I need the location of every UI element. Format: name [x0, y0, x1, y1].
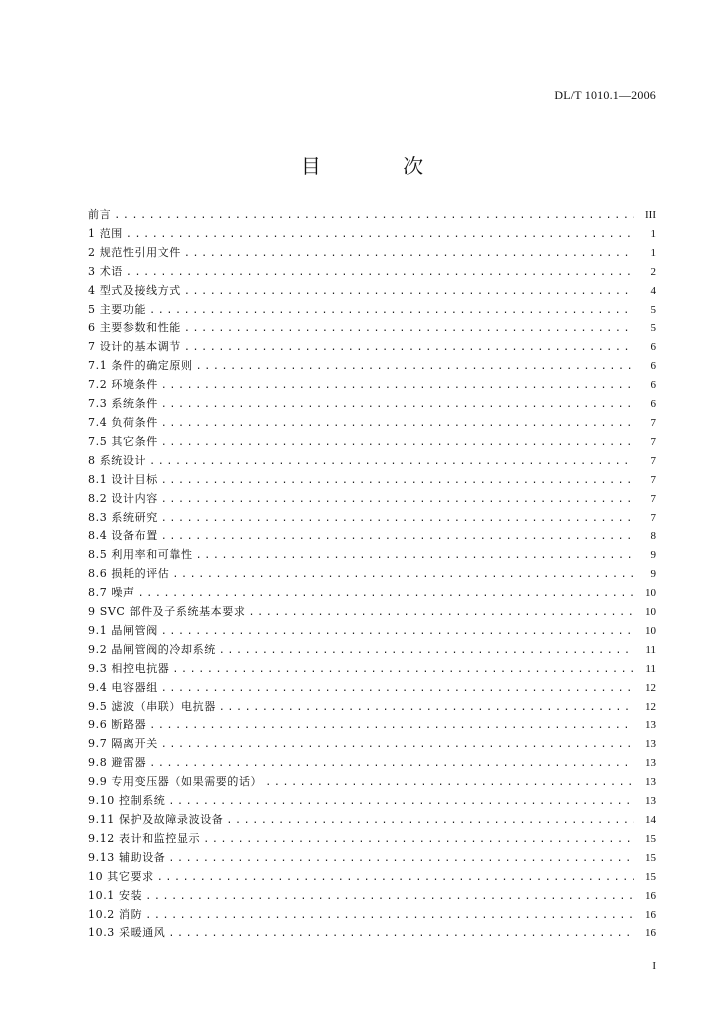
toc-entry-label: 9.6 断路器 [88, 718, 147, 732]
toc-entry-label: 9.1 晶闸管阀 [88, 623, 158, 637]
toc-title: 目 次 [300, 154, 462, 178]
toc-entry-page: 6 [650, 398, 656, 411]
toc-entry[interactable] [88, 773, 656, 792]
toc-entry-page: 13 [645, 776, 656, 789]
toc-entry-page: 12 [645, 681, 656, 694]
toc-entry-label: 9.3 相控电抗器 [88, 661, 170, 675]
toc-entry[interactable] [88, 546, 656, 565]
toc-entry-page: 7 [650, 454, 656, 467]
dot-leader [184, 320, 634, 339]
dot-leader [265, 774, 634, 793]
toc-entry-page: 12 [645, 700, 656, 713]
toc-entry[interactable] [88, 225, 656, 244]
toc-entry[interactable] [88, 301, 656, 320]
toc-entry-page: 6 [650, 360, 656, 373]
toc-entry[interactable] [88, 660, 656, 679]
toc-entry[interactable] [88, 641, 656, 660]
toc-entry-page: 8 [650, 530, 656, 543]
toc-entry-page: 6 [650, 379, 656, 392]
dot-leader [149, 302, 634, 321]
dot-leader [184, 283, 634, 302]
toc-entry-page: 6 [650, 341, 656, 354]
dot-leader [161, 623, 634, 642]
toc-entry-page: 7 [650, 416, 656, 429]
toc-entry-label: 9.2 晶闸管阀的冷却系统 [88, 642, 216, 656]
toc-entry-page: 1 [650, 227, 656, 240]
dot-leader [138, 585, 634, 604]
dot-leader [196, 547, 634, 566]
dot-leader [184, 339, 634, 358]
dot-leader [203, 831, 634, 850]
toc-entry[interactable] [88, 244, 656, 263]
toc-entry-page: 7 [650, 435, 656, 448]
toc-entry-label: 1 范围 [88, 226, 123, 240]
dot-leader [161, 528, 634, 547]
toc-entry-label: 7.1 条件的确定原则 [88, 359, 193, 373]
document-code: DL/T 1010.1—2006 [554, 88, 656, 102]
toc-entry-page: 13 [645, 719, 656, 732]
toc-entry[interactable] [88, 735, 656, 754]
dot-leader [249, 604, 635, 623]
dot-leader [161, 510, 634, 529]
toc-entry-page: 15 [645, 870, 656, 883]
dot-leader [172, 566, 634, 585]
dot-leader [172, 661, 634, 680]
toc-entry-label: 8 系统设计 [88, 453, 147, 467]
dot-leader [226, 812, 634, 831]
toc-entry-label: 9.12 表计和监控显示 [88, 831, 201, 845]
toc-entry[interactable] [88, 414, 656, 433]
toc-entry[interactable] [88, 338, 656, 357]
toc-entry[interactable] [88, 887, 656, 906]
toc-entry-label: 4 型式及接线方式 [88, 283, 181, 297]
toc-entry-label: 8.1 设计目标 [88, 472, 158, 486]
toc-entry-page: 10 [645, 587, 656, 600]
toc-entry-page: 9 [650, 568, 656, 581]
toc-entry[interactable] [88, 452, 656, 471]
toc-entry[interactable] [88, 792, 656, 811]
toc-entry-page: 5 [650, 303, 656, 316]
toc-entry[interactable] [88, 471, 656, 490]
toc-entry[interactable] [88, 716, 656, 735]
toc-entry[interactable] [88, 811, 656, 830]
toc-entry-label: 10.3 采暖通风 [88, 926, 166, 940]
dot-leader [145, 907, 634, 926]
toc-entry-label: 10.2 消防 [88, 907, 143, 921]
dot-leader [161, 472, 634, 491]
toc-entry[interactable] [88, 206, 656, 225]
toc-entry-page: 7 [650, 473, 656, 486]
toc-entry[interactable] [88, 527, 656, 546]
dot-leader [161, 736, 634, 755]
toc-entry-label: 8.2 设计内容 [88, 491, 158, 505]
toc-entry-page: 15 [645, 832, 656, 845]
toc-entry[interactable] [88, 509, 656, 528]
toc-entry-label: 前言 [88, 208, 112, 221]
dot-leader [145, 888, 634, 907]
table-of-contents [88, 206, 656, 943]
toc-entry-page: 2 [650, 265, 656, 278]
toc-entry[interactable] [88, 433, 656, 452]
toc-entry-page: 1 [650, 246, 656, 259]
toc-entry-page: 13 [645, 795, 656, 808]
toc-entry-page: 10 [645, 624, 656, 637]
toc-entry[interactable] [88, 622, 656, 641]
toc-entry-label: 8.6 损耗的评估 [88, 567, 170, 581]
toc-entry[interactable] [88, 263, 656, 282]
dot-leader [219, 642, 634, 661]
dot-leader [114, 207, 634, 226]
toc-entry-page: 4 [650, 284, 656, 297]
toc-entry[interactable] [88, 754, 656, 773]
dot-leader [168, 793, 634, 812]
dot-leader [161, 680, 634, 699]
toc-entry[interactable] [88, 849, 656, 868]
dot-leader [161, 377, 634, 396]
toc-entry[interactable] [88, 830, 656, 849]
toc-entry[interactable] [88, 868, 656, 887]
toc-entry-page: 16 [645, 908, 656, 921]
toc-entry-page: 7 [650, 511, 656, 524]
dot-leader [168, 850, 634, 869]
toc-entry-label: 9.10 控制系统 [88, 794, 166, 808]
toc-entry[interactable] [88, 698, 656, 717]
toc-entry[interactable] [88, 319, 656, 338]
dot-leader [126, 226, 634, 245]
toc-entry-label: 9.4 电容器组 [88, 680, 158, 694]
toc-entry-label: 8.4 设备布置 [88, 529, 158, 543]
toc-entry-label: 8.5 利用率和可靠性 [88, 548, 193, 562]
dot-leader [161, 491, 634, 510]
toc-entry-page: 11 [645, 662, 656, 675]
toc-entry[interactable] [88, 906, 656, 925]
toc-entry-page: 9 [650, 549, 656, 562]
toc-entry-page: 13 [645, 738, 656, 751]
toc-entry[interactable] [88, 584, 656, 603]
dot-leader [149, 717, 634, 736]
toc-entry-page: 16 [645, 889, 656, 902]
toc-entry-label: 7.3 系统条件 [88, 397, 158, 411]
toc-entry[interactable] [88, 282, 656, 301]
toc-entry-label: 6 主要参数和性能 [88, 321, 181, 335]
toc-entry-label: 7.4 负荷条件 [88, 415, 158, 429]
toc-entry-label: 5 主要功能 [88, 302, 147, 316]
dot-leader [196, 358, 634, 377]
toc-entry[interactable] [88, 490, 656, 509]
dot-leader [161, 396, 634, 415]
toc-entry-label: 8.7 噪声 [88, 586, 135, 600]
dot-leader [161, 434, 634, 453]
dot-leader [161, 415, 634, 434]
toc-entry-page: 14 [645, 814, 656, 826]
toc-entry-label: 9.13 辅助设备 [88, 850, 166, 864]
toc-entry[interactable] [88, 395, 656, 414]
toc-entry[interactable] [88, 603, 656, 622]
page-number: I [652, 960, 656, 972]
dot-leader [157, 869, 634, 888]
toc-entry[interactable] [88, 376, 656, 395]
dot-leader [126, 264, 634, 283]
toc-entry-label: 9 SVC 部件及子系统基本要求 [88, 605, 246, 619]
toc-entry-label: 9.5 滤波（串联）电抗器 [88, 699, 216, 713]
toc-entry-label: 7.5 其它条件 [88, 434, 158, 448]
toc-entry-label: 3 术语 [88, 264, 123, 278]
toc-entry-label: 9.9 专用变压器（如果需要的话） [88, 775, 263, 789]
toc-entry-label: 9.7 隔离开关 [88, 737, 158, 751]
toc-entry-page: 16 [645, 927, 656, 940]
dot-leader [149, 453, 634, 472]
toc-entry-page: 5 [650, 322, 656, 335]
toc-entry-page: III [645, 209, 656, 221]
dot-leader [219, 699, 634, 718]
toc-entry-label: 7.2 环境条件 [88, 378, 158, 392]
dot-leader [168, 925, 634, 944]
toc-entry[interactable] [88, 357, 656, 376]
toc-entry-label: 10.1 安装 [88, 888, 143, 902]
dot-leader [149, 755, 634, 774]
toc-entry-label: 2 规范性引用文件 [88, 245, 181, 259]
dot-leader [184, 245, 634, 264]
toc-entry-page: 11 [645, 643, 656, 656]
toc-entry-label: 10 其它要求 [88, 869, 154, 883]
toc-entry-label: 9.11 保护及故障录波设备 [88, 813, 224, 826]
toc-entry-page: 13 [645, 757, 656, 770]
toc-entry-label: 8.3 系统研究 [88, 510, 158, 524]
toc-entry-page: 15 [645, 851, 656, 864]
toc-entry[interactable] [88, 679, 656, 698]
toc-entry-label: 7 设计的基本调节 [88, 340, 181, 354]
toc-entry-page: 7 [650, 492, 656, 505]
toc-entry[interactable] [88, 565, 656, 584]
toc-entry-page: 10 [645, 606, 656, 619]
toc-entry[interactable] [88, 924, 656, 943]
toc-entry-label: 9.8 避雷器 [88, 756, 147, 770]
